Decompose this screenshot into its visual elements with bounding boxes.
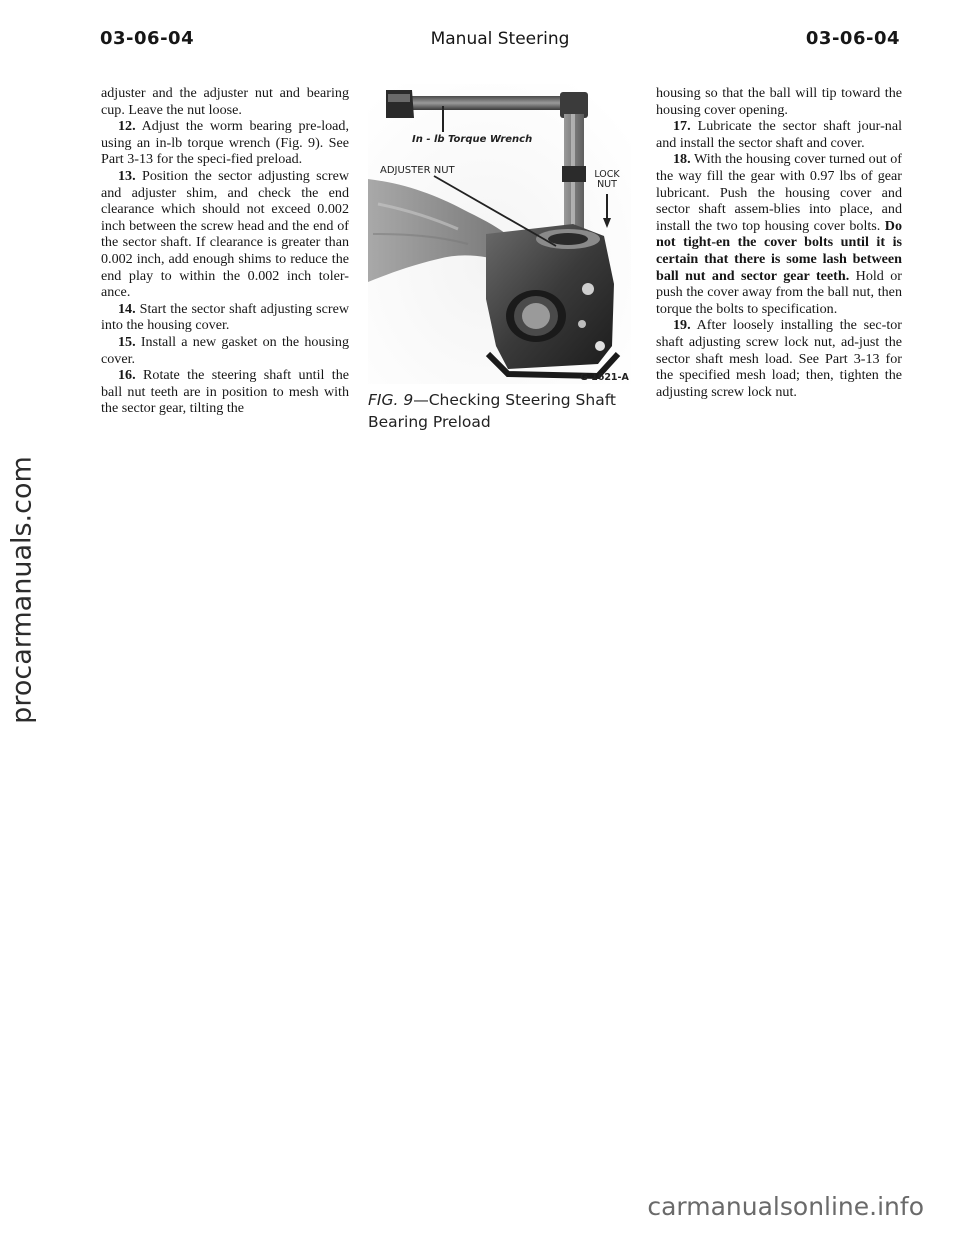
step-number: 14. xyxy=(118,300,136,317)
step-text: Adjust the worm bearing pre-load, using an in-lb torque wrench (Fig. 9). See Part 3-13 for the speci-fied preload. xyxy=(101,118,349,168)
step-text: Position the sector adjusting screw and adjuster shim, and check the end clearance which should not exceed 0.002 inch between the screw head and the end of the sector shaft. If clearance is greater than 0.002 inch, add enough shims to reduce the end play to within the 0.002 inch toler-ance. xyxy=(101,167,350,301)
step-text-continued: Hold or push the cover away from the ball nut, then torque the bolts to specification. xyxy=(656,267,902,317)
torque-wrench-label: In - lb Torque Wrench xyxy=(412,134,533,145)
step-15 xyxy=(101,334,349,367)
page-header xyxy=(100,28,900,54)
step-13 xyxy=(101,168,349,301)
step-number: 19. xyxy=(673,317,691,334)
step-text: After loosely installing the sec-tor shaft adjusting screw lock nut, ad-just the sector shaft mesh load. See Part 3-13 for the specified mesh load; then, tighten the adjusting screw lock nut. xyxy=(656,317,902,400)
figure-code: G 1621-A xyxy=(580,372,629,383)
step-text: Install a new gasket on the housing cover. xyxy=(101,333,349,367)
caption-fig-number: FIG. 9 xyxy=(368,391,414,409)
step-number: 13. xyxy=(118,167,136,184)
step-text: With the housing cover turned out of the way fill the gear with 0.97 lbs of gear lubricant. Push the housing cover and sector shaft assem-blies into place, and install the two top housing cover bolts. xyxy=(656,151,902,234)
lock-nut-label xyxy=(592,170,622,190)
caption-text: —Checking Steering Shaft Bearing Preload xyxy=(368,391,616,431)
side-watermark-text: procarmanuals.com xyxy=(6,456,38,724)
figure-caption xyxy=(368,389,636,433)
nut-word: NUT xyxy=(597,179,617,190)
step-number: 15. xyxy=(118,333,136,350)
step-19 xyxy=(656,317,902,400)
section-title: Manual Steering xyxy=(430,29,570,49)
side-watermark xyxy=(0,380,44,800)
step-number: 16. xyxy=(118,367,136,384)
step-text: Rotate the steering shaft until the ball nut teeth are in position to mesh with the sector gear, tilting the xyxy=(101,367,349,417)
figure-9-photo xyxy=(368,84,631,384)
adjuster-nut-label: ADJUSTER NUT xyxy=(380,165,455,176)
page-number-left: 03-06-04 xyxy=(100,28,195,49)
left-text-column xyxy=(101,85,349,417)
step-text: Lubricate the sector shaft jour-nal and install the sector shaft and cover. xyxy=(656,118,903,151)
step-number: 18. xyxy=(673,151,691,168)
wrench-bar xyxy=(392,96,578,110)
step-text: Start the sector shaft adjusting screw into the housing cover. xyxy=(101,300,349,334)
page-number-right: 03-06-04 xyxy=(805,28,900,49)
step-18 xyxy=(656,151,902,317)
paragraph-continuation: housing so that the ball will tip toward the housing cover opening. xyxy=(656,85,902,118)
right-text-column xyxy=(656,85,902,400)
paragraph-continuation: adjuster and the adjuster nut and bearing cup. Leave the nut loose. xyxy=(101,85,349,118)
step-number: 17. xyxy=(673,118,691,135)
step-12 xyxy=(101,118,349,168)
footer-watermark: carmanualsonline.info xyxy=(647,1192,924,1221)
torque-wrench-photo xyxy=(368,84,631,384)
step-number: 12. xyxy=(118,118,136,135)
lock-word: LOCK xyxy=(594,169,620,180)
step-17 xyxy=(656,118,902,151)
step-16 xyxy=(101,367,349,417)
step-warning: Do not tight-en the cover bolts until it is certain that there is some lash between ball nut and sector gear teeth. xyxy=(656,217,903,284)
step-14 xyxy=(101,301,349,334)
